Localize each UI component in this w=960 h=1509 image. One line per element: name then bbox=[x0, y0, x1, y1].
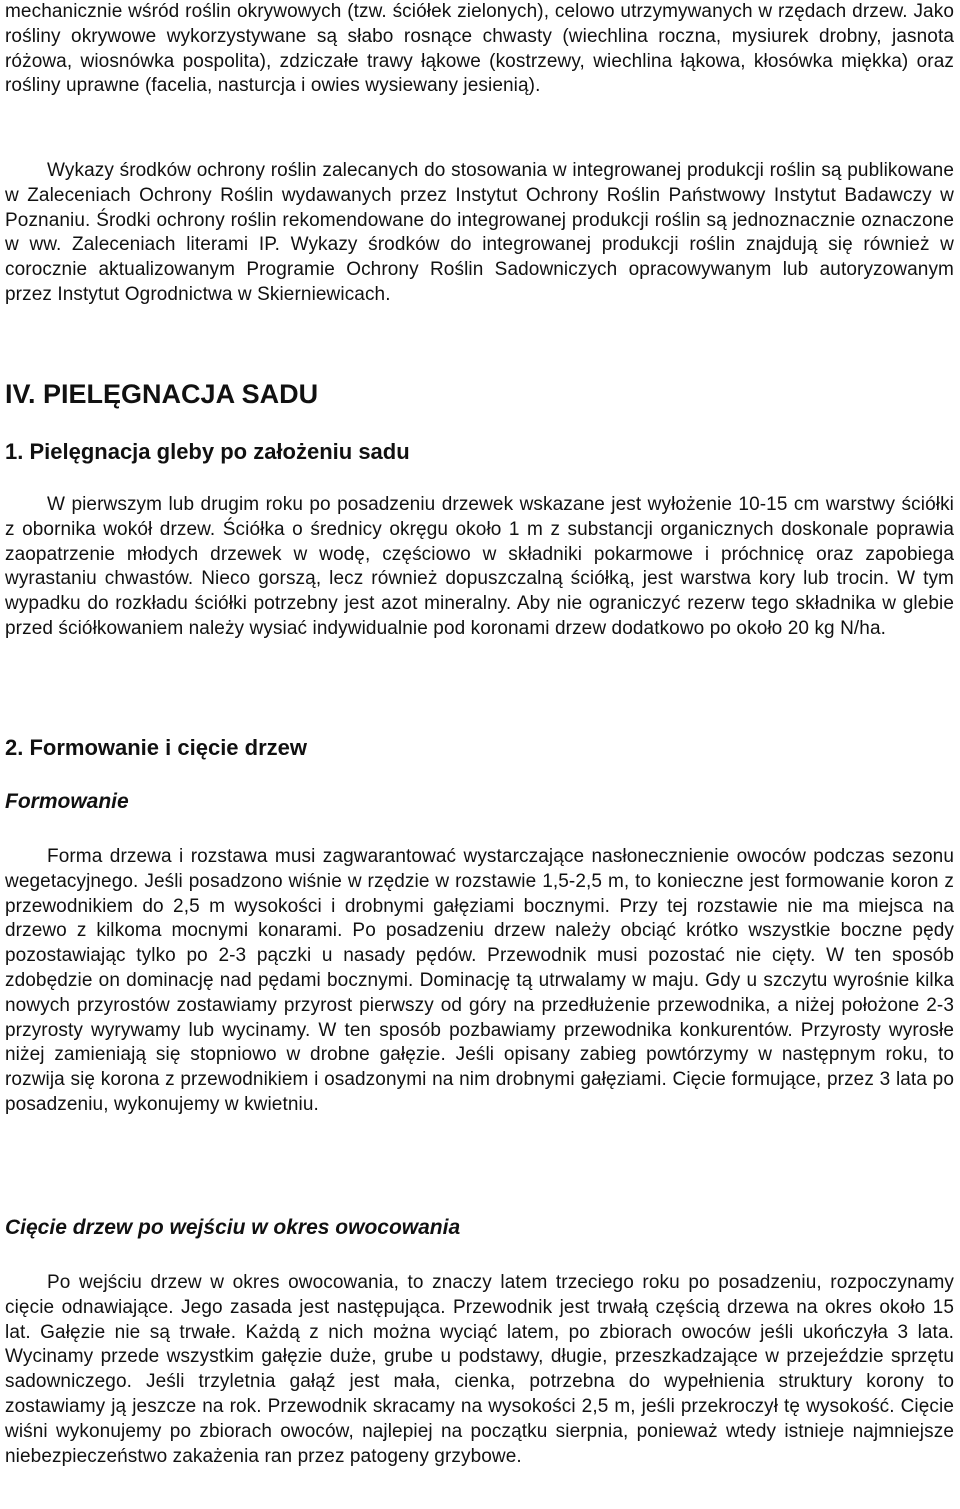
section-heading: IV. PIELĘGNACJA SADU bbox=[5, 379, 319, 409]
paragraph-renewal-pruning: Po wejściu drzew w okres owocowania, to znaczy latem trzeciego roku po posadzeniu, rozpoczynamy cięcie odnawiające. Jego zasada jest następująca. Przewodnik jest trwałą częścią drzewa na okres około 15 lat. Gałęzie nie są trwałe. Każdą z nich można wyciąć latem, po zbiorach owoców jeśli ukończyła 3 lata. Wycinamy przede wszystkim gałęzie duże, grube u podstawy, długie, przeszkadzające w przejeździe sprzętu sadowniczego. Jeśli trzyletnia gałąź jest mała, cienka, potrzebna do wypełnienia struktury korony to zostawiamy ją jeszcze na rok. Przewodnik skracamy na wysokości 2,5 m, jeśli przekroczył tę wysokość. Cięcie wiśni wykonujemy po zbiorach owoców, najlepiej na początku sierpnia, ponieważ wtedy istnieje najmniejsze niebezpieczeństwo zakażenia ran przez patogeny grzybowe. bbox=[5, 1272, 954, 1467]
paragraph-cover-crops: mechanicznie wśród roślin okrywowych (tzw. ściółek zielonych), celowo utrzymywanych w rzędach drzew. Jako rośliny okrywowe wykorzystywane są słabo rosnące chwasty (wiechlina roczna, mysiurek drobny, jasnota różowa, wiosnówka pospolita), zdziczałe trawy łąkowe (kostrzewy, wiechlina łąkowa, kłosówka miękka) oraz rośliny uprawne (facelia, nasturcja i owies wysiewany jesienią). bbox=[5, 1, 954, 97]
paragraph-plant-protection: Wykazy środków ochrony roślin zalecanych do stosowania w integrowanej produkcji roślin są publikowane w Zaleceniach Ochrony Roślin wydawanych przez Instytut Ochrony Roślin Państwowy Instytut Badawczy w Poznaniu. Środki ochrony roślin rekomendowane do integrowanej produkcji roślin są jednoznacznie oznaczone w ww. Zaleceniach literami IP. Wykazy środków do integrowanej produkcji roślin znajdują się również w corocznie aktualizowanym Programie Ochrony Roślin Sadowniczych opracowywanym lub autoryzowanym przez Instytut Ogrodnictwa w Skierniewicach. bbox=[5, 160, 954, 305]
heading-formowanie: Formowanie bbox=[5, 790, 129, 813]
subsection-heading-soil-care: 1. Pielęgnacja gleby po założeniu sadu bbox=[5, 439, 410, 464]
subsection-heading-training-pruning: 2. Formowanie i cięcie drzew bbox=[5, 735, 307, 760]
paragraph-mulching: W pierwszym lub drugim roku po posadzeniu drzewek wskazane jest wyłożenie 10-15 cm warstwy ściółki z obornika wokół drzew. Ściółka o średnicy okręgu około 1 m z substancji organicznych doskonale poprawia zaopatrzenie młodych drzewek w wodę, częściowo w składniki pokarmowe i próchnicę oraz zapobiega wyrastaniu chwastów. Nieco gorszą, lecz również dopuszczalną ściółką, jest warstwa kory lub trocin. W tym wypadku do rozkładu ściółki potrzebny jest azot mineralny. Aby nie ograniczyć rezerw tego składnika w glebie przed ściółkowaniem należy wysiać indywidualnie pod koronami drzew dodatkowo po około 20 kg N/ha. bbox=[5, 494, 954, 639]
heading-pruning-fruiting: Cięcie drzew po wejściu w okres owocowania bbox=[5, 1216, 461, 1239]
paragraph-training: Forma drzewa i rozstawa musi zagwarantować wystarczające nasłonecznienie owoców podczas sezonu wegetacyjnego. Jeśli posadzono wiśnie w rzędzie w rozstawie 1,5-2,5 m, to konieczne jest formowanie koron z przewodnikiem do 2,5 m wysokości i drobnymi gałęziami bocznymi. Przy tej rozstawie nie ma miejsca na drzewo z kilkoma mocnymi konarami. Po posadzeniu drzew należy obciąć krótko wszystkie boczne pędy pozostawiając tylko po 2-3 pączki u nasady pędów. Przewodnik musi pozostać nie cięty. W ten sposób zdobędzie on dominację nad pędami bocznymi. Dominację tą utrwalamy w maju. Gdy u szczytu wyrośnie kilka nowych przyrostów zostawiamy przyrost pierwszy od góry na przedłużenie przewodnika, a niżej położone 2-3 przyrosty wyrywamy lub wycinamy. W ten sposób pozbawiamy przewodnika konkurentów. Przyrosty wyrosłe niżej zamieniają się stopniowo w drobne gałęzie. Jeśli opisany zabieg powtórzymy w następnym roku, to rozwija się korona z przewodnikiem i osadzonymi na nim drobnymi gałęziami. Cięcie formujące, przez 3 lata po posadzeniu, wykonujemy w kwietniu. bbox=[5, 846, 954, 1115]
